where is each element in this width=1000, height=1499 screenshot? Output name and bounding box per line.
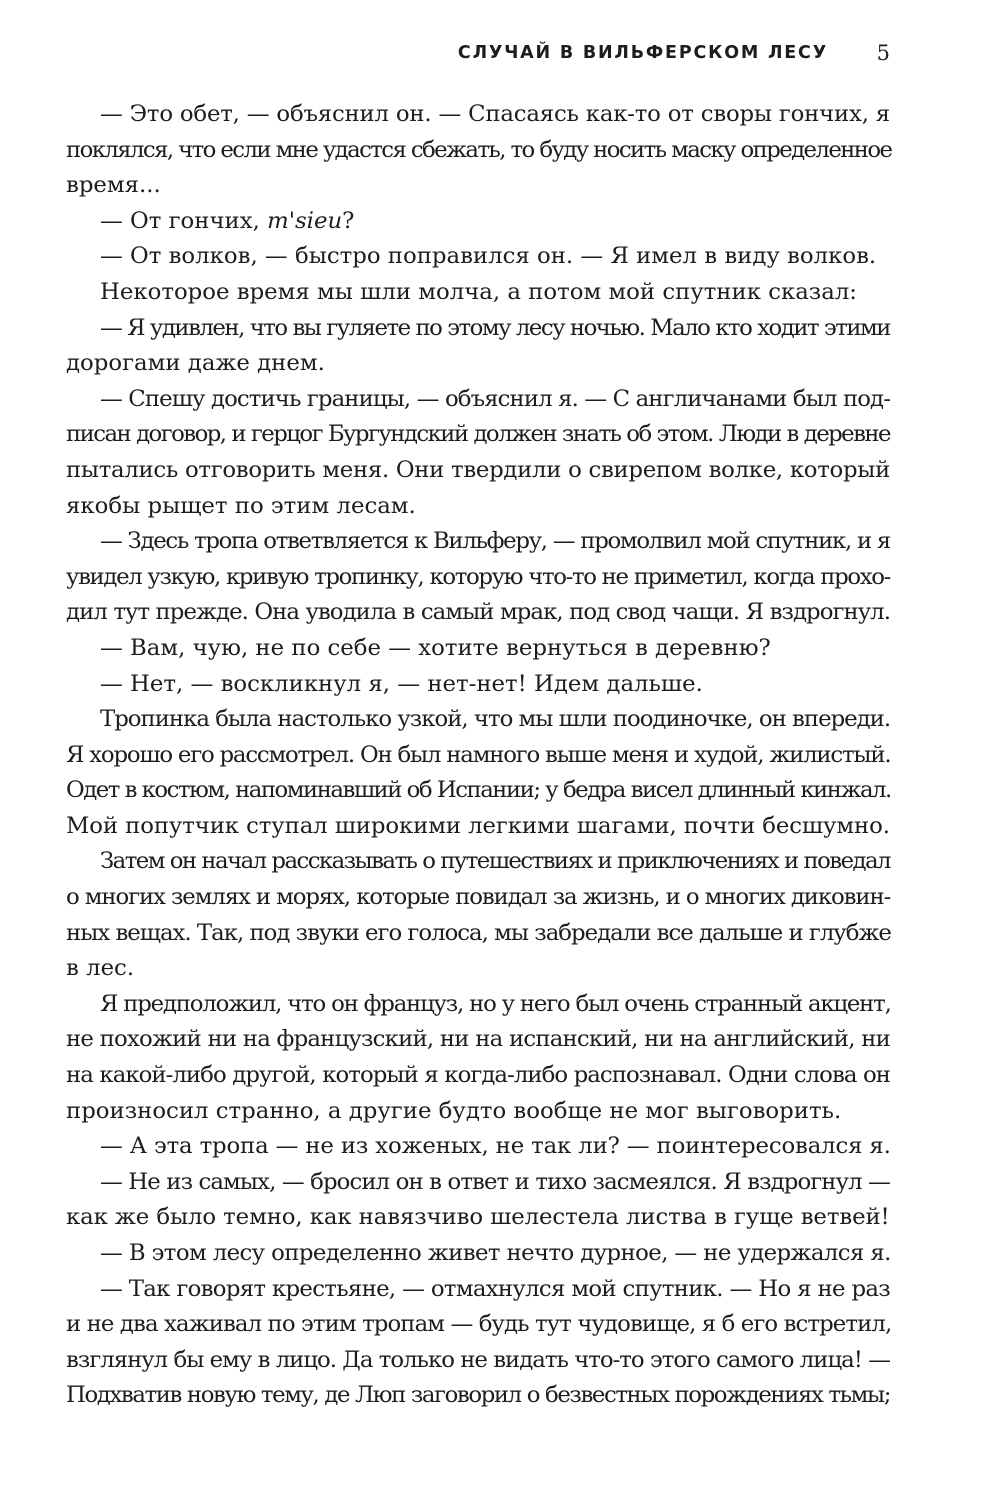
paragraph — [66, 1129, 890, 1165]
text-line: — Это обет, — объяснил он. — Спасаясь как-то от своры гончих, я — [100, 101, 890, 127]
text-line: Мой попутчик ступал широкими легкими шагами, почти бесшумно. — [66, 812, 890, 839]
paragraph — [66, 1272, 890, 1414]
text-line: о многих землях и морях, которые повидал за жизнь, и о многих диковин- — [66, 884, 891, 911]
text-line: не похожий ни на французский, ни на испанский, ни на английский, ни — [66, 1026, 890, 1053]
paragraph — [66, 239, 890, 275]
paragraph — [66, 1236, 890, 1272]
text-line: Я хорошо его рассмотрел. Он был намного выше меня и худой, жилистый. — [66, 741, 891, 768]
paragraph — [66, 97, 890, 204]
text-line: — Нет, — воскликнул я, — нет-нет! Идем дальше. — [100, 670, 703, 697]
paragraph — [66, 275, 890, 311]
text-line: поклялся, что если мне удастся сбежать, то буду носить маску определенное — [66, 136, 892, 163]
text-line: — Спешу достичь границы, — объяснил я. — С англичанами был под- — [100, 385, 890, 412]
text-line: — Так говорят крестьяне, — отмахнулся мой спутник. — Но я не раз — [100, 1275, 890, 1302]
text-line: Затем он начал рассказывать о путешествиях и приключениях и поведал — [100, 848, 890, 875]
dialogue-text: ? — [342, 207, 355, 234]
text-line: произносил странно, а другие будто вообще не мог выговорить. — [66, 1097, 842, 1124]
text-line: время... — [66, 172, 161, 199]
text-line: Тропинка была настолько узкой, что мы шли поодиночке, он впереди. — [100, 706, 891, 733]
text-line: — А эта тропа — не из хоженых, не так ли? — поинтересовался я. — [100, 1133, 891, 1160]
paragraph — [66, 524, 890, 631]
text-line: дил тут прежде. Она уводила в самый мрак, под свод чащи. Я вздрогнул. — [66, 599, 890, 626]
paragraph — [66, 311, 890, 382]
text-line: — Вам, чую, не по себе — хотите вернуться в деревню? — [100, 634, 771, 661]
text-line: как же было темно, как навязчиво шелестела листва в гуще ветвей! — [66, 1204, 890, 1231]
text-line: ных вещах. Так, под звуки его голоса, мы забредали все дальше и глубже — [66, 919, 891, 946]
text-line — [66, 204, 890, 240]
foreign-word: m'sieu — [267, 207, 343, 234]
text-line: — В этом лесу определенно живет нечто дурное, — не удержался я. — [100, 1240, 891, 1266]
paragraph — [66, 382, 890, 524]
paragraph — [66, 987, 890, 1129]
text-line: писан договор, и герцог Бургундский должен знать об этом. Люди в деревне — [66, 421, 890, 448]
text-line: Я предположил, что он француз, но у него был очень странный акцент, — [100, 990, 891, 1017]
text-line: взглянул бы ему в лицо. Да только не видать что-то этого самого лица! — — [66, 1346, 890, 1373]
text-line: на какой-либо другой, который я когда-либо распознавал. Одни слова он — [66, 1062, 890, 1089]
text-line: дорогами даже днем. — [66, 350, 325, 377]
text-line: Одет в костюм, напоминавший об Испании; у бедра висел длинный кинжал. — [66, 777, 891, 804]
book-page — [66, 0, 890, 1499]
text-line: пытались отговорить меня. Они твердили о свирепом волке, который — [66, 456, 890, 483]
paragraph — [66, 1165, 890, 1236]
paragraph — [66, 702, 890, 844]
text-line: — Здесь тропа ответвляется к Вильферу, — промолвил мой спутник, и я — [100, 528, 890, 555]
text-line: увидел узкую, кривую тропинку, которую что-то не приметил, когда прохо- — [66, 563, 890, 590]
paragraph — [66, 667, 890, 703]
text-line: в лес. — [66, 955, 135, 982]
paragraph — [66, 844, 890, 986]
text-line: Некоторое время мы шли молча, а потом мой спутник сказал: — [100, 278, 857, 305]
dialogue-text: — От гончих, — [100, 207, 268, 234]
text-line: Подхватив новую тему, де Люп заговорил о безвестных порождениях тьмы; — [66, 1382, 890, 1409]
page-number: 5 — [876, 41, 890, 65]
running-title: СЛУЧАЙ В ВИЛЬФЕРСКОМ ЛЕСУ — [457, 43, 828, 63]
paragraph — [66, 204, 890, 240]
text-line: якобы рыщет по этим лесам. — [66, 492, 416, 519]
body-text — [66, 97, 890, 1414]
paragraph — [66, 631, 890, 667]
text-line: — От волков, — быстро поправился он. — Я имел в виду волков. — [100, 243, 877, 270]
page-header — [66, 38, 890, 68]
text-line: — Не из самых, — бросил он в ответ и тихо засмеялся. Я вздрогнул — — [100, 1168, 890, 1195]
text-line: — Я удивлен, что вы гуляете по этому лесу ночью. Мало кто ходит этими — [100, 314, 890, 341]
text-line: и не два хаживал по этим тропам — будь тут чудовище, я б его встретил, — [66, 1311, 892, 1338]
